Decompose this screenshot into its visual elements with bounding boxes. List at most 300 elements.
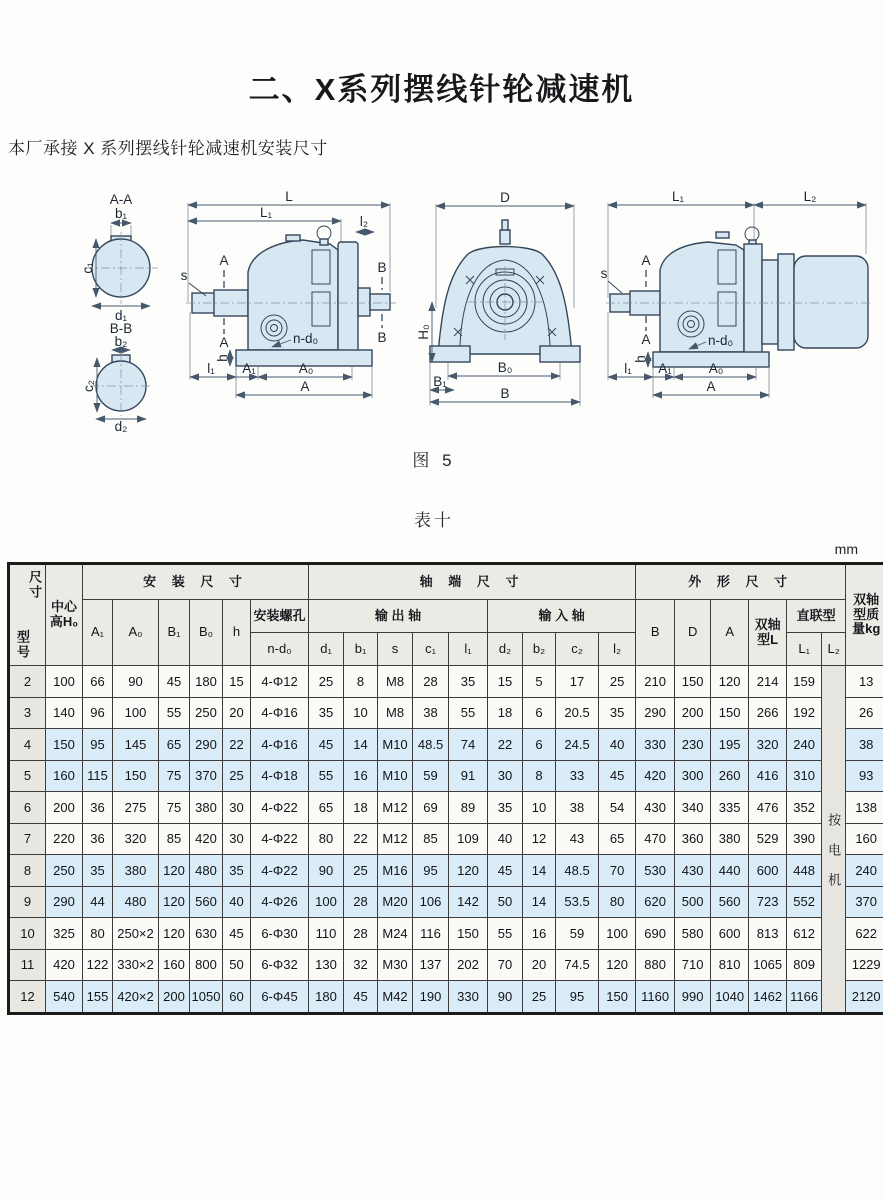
table-cell: 500 <box>675 886 711 918</box>
table-cell: 54 <box>599 792 636 824</box>
table-cell: 90 <box>113 666 159 698</box>
table-cell: 809 <box>787 949 822 981</box>
header-weight-line3: 量kg <box>852 621 881 637</box>
table-cell: 448 <box>787 855 822 887</box>
table-cell: 480 <box>113 886 159 918</box>
table-cell: 155 <box>83 981 113 1014</box>
dim-c2: c₂ <box>81 380 96 392</box>
table-cell: 15 <box>488 666 523 698</box>
dim-c1: c₁ <box>80 262 95 274</box>
table-cell: 290 <box>190 729 223 761</box>
table-cell: M10 <box>378 760 413 792</box>
table-cell: 380 <box>711 823 749 855</box>
table-row <box>9 729 883 761</box>
table-cell: 210 <box>636 666 675 698</box>
header-col-A: A <box>711 600 749 666</box>
table-cell: 710 <box>675 949 711 981</box>
table-cell: 4-Φ22 <box>251 855 309 887</box>
dim-l1-motor: l₁ <box>624 361 632 376</box>
table-cell: 620 <box>636 886 675 918</box>
table-cell: 48.5 <box>556 855 599 887</box>
table-cell: 200 <box>46 792 83 824</box>
table-cell: 529 <box>749 823 787 855</box>
table-cell: 8 <box>523 760 556 792</box>
table-cell: 266 <box>749 697 787 729</box>
label-ndo: n-d₀ <box>293 331 319 346</box>
table-cell: 30 <box>223 823 251 855</box>
table-cell: 800 <box>190 949 223 981</box>
table-cell: 60 <box>223 981 251 1014</box>
table-cell: 96 <box>83 697 113 729</box>
dim-A1-motor: A₁ <box>658 361 672 376</box>
table-cell: 390 <box>787 823 822 855</box>
table-cell: 420 <box>46 949 83 981</box>
table-row <box>9 886 883 918</box>
dim-B1: B₁ <box>433 374 447 389</box>
table-cell: 122 <box>83 949 113 981</box>
dim-L1: L₁ <box>259 205 273 220</box>
table-cell: 330×2 <box>113 949 159 981</box>
table-cell: 100 <box>113 697 159 729</box>
table-cell: 150 <box>711 697 749 729</box>
table-cell: 90 <box>488 981 523 1014</box>
table-cell: 12 <box>9 981 46 1014</box>
table-cell: 65 <box>599 823 636 855</box>
table-cell: 100 <box>46 666 83 698</box>
header-dual-L <box>749 600 787 666</box>
section-bb-label: B-B <box>109 321 133 336</box>
table-cell: 150 <box>675 666 711 698</box>
table-cell: 38 <box>413 697 449 729</box>
table-cell: 630 <box>190 918 223 950</box>
table-cell: M12 <box>378 792 413 824</box>
front-view <box>416 190 580 406</box>
table-cell: 24.5 <box>556 729 599 761</box>
table-cell: 28 <box>413 666 449 698</box>
section-view-bb <box>81 321 152 432</box>
table-cell: 22 <box>488 729 523 761</box>
header-output-shaft: 输 出 轴 <box>309 600 488 633</box>
section-aa-label: A-A <box>109 192 133 207</box>
header-center-height-line1: 中心 <box>50 599 77 615</box>
table-cell: 100 <box>599 918 636 950</box>
table-cell: 190 <box>413 981 449 1014</box>
table-cell: 8 <box>9 855 46 887</box>
table-cell: 160 <box>159 949 190 981</box>
table-cell: 55 <box>309 760 344 792</box>
table-cell: 22 <box>223 729 251 761</box>
table-cell: 220 <box>46 823 83 855</box>
table-cell: 540 <box>46 981 83 1014</box>
table-cell: 622 <box>846 918 883 950</box>
table-cell: 45 <box>599 760 636 792</box>
table-cell: 200 <box>159 981 190 1014</box>
header-col-L1: L₁ <box>787 633 822 666</box>
table-cell: 250×2 <box>113 918 159 950</box>
table-cell: 35 <box>223 855 251 887</box>
header-model-top: 尺寸 <box>27 570 42 600</box>
table-cell: 150 <box>46 729 83 761</box>
table-cell: 4 <box>9 729 46 761</box>
header-input-shaft: 输 入 轴 <box>488 600 636 633</box>
table-cell: 1160 <box>636 981 675 1014</box>
table-cell: 4-Φ26 <box>251 886 309 918</box>
table-cell: 180 <box>309 981 344 1014</box>
header-dual-L-line1: 双轴 <box>754 616 781 632</box>
table-cell: 260 <box>711 760 749 792</box>
table-cell: 85 <box>413 823 449 855</box>
table-cell: 70 <box>488 949 523 981</box>
table-cell: 1040 <box>711 981 749 1014</box>
table-cell: 40 <box>223 886 251 918</box>
dimension-table-wrap <box>7 562 883 1015</box>
table-cell: 530 <box>636 855 675 887</box>
table-cell: 40 <box>599 729 636 761</box>
dim-l2: l₂ <box>359 214 369 229</box>
table-cell: 5 <box>523 666 556 698</box>
dim-d1: d₁ <box>114 308 128 323</box>
section-mark-b-bottom: B <box>377 330 387 345</box>
table-cell: 560 <box>190 886 223 918</box>
table-cell: 150 <box>113 760 159 792</box>
table-cell: 310 <box>787 760 822 792</box>
table-cell: 240 <box>787 729 822 761</box>
table-cell: 2 <box>9 666 46 698</box>
table-cell: 370 <box>190 760 223 792</box>
dimension-table <box>7 562 883 1015</box>
table-cell: 120 <box>159 886 190 918</box>
table-cell: 140 <box>46 697 83 729</box>
motor-note-cell: 按电机 <box>822 666 846 1014</box>
table-cell: 580 <box>675 918 711 950</box>
table-cell: 1229 <box>846 949 883 981</box>
table-cell: 28 <box>344 918 378 950</box>
table-cell: 560 <box>711 886 749 918</box>
table-cell: 150 <box>599 981 636 1014</box>
table-cell: 18 <box>488 697 523 729</box>
table-cell: 95 <box>556 981 599 1014</box>
table-row <box>9 855 883 887</box>
table-cell: 38 <box>846 729 883 761</box>
table-cell: 16 <box>344 760 378 792</box>
table-cell: 95 <box>83 729 113 761</box>
header-col-b1: b₁ <box>344 633 378 666</box>
header-col-ndo: n-d₀ <box>251 633 309 666</box>
header-dual-L-line2: 型L <box>757 631 779 647</box>
page-title: 二、X系列摆线针轮减速机 <box>248 72 635 107</box>
table-cell: 10 <box>344 697 378 729</box>
table-cell: 55 <box>488 918 523 950</box>
table-cell: 420 <box>190 823 223 855</box>
table-cell: 380 <box>190 792 223 824</box>
table-cell: 1166 <box>787 981 822 1014</box>
section-mark-a-top: A <box>219 253 229 268</box>
header-center-height <box>46 564 83 666</box>
label-s: s <box>180 268 188 283</box>
table-cell: 38 <box>556 792 599 824</box>
table-cell: 330 <box>636 729 675 761</box>
table-cell: 1065 <box>749 949 787 981</box>
table-cell: 320 <box>113 823 159 855</box>
table-cell: 813 <box>749 918 787 950</box>
table-cell: 880 <box>636 949 675 981</box>
table-cell: 48.5 <box>413 729 449 761</box>
table-cell: 4-Φ12 <box>251 666 309 698</box>
dim-h: h <box>215 354 230 362</box>
table-cell: 36 <box>83 792 113 824</box>
table-cell: 35 <box>599 697 636 729</box>
table-cell: 50 <box>488 886 523 918</box>
table-row <box>9 823 883 855</box>
table-cell: 340 <box>675 792 711 824</box>
table-cell: 275 <box>113 792 159 824</box>
table-cell: 240 <box>846 855 883 887</box>
table-cell: 990 <box>675 981 711 1014</box>
table-cell: 22 <box>344 823 378 855</box>
table-cell: M20 <box>378 886 413 918</box>
table-cell: 6-Φ45 <box>251 981 309 1014</box>
table-cell: 66 <box>83 666 113 698</box>
table-cell: 25 <box>523 981 556 1014</box>
header-center-height-line2: 高H₀ <box>49 614 79 629</box>
table-cell: 145 <box>113 729 159 761</box>
table-cell: 325 <box>46 918 83 950</box>
header-screw: 安装螺孔 <box>251 600 309 633</box>
table-cell: 470 <box>636 823 675 855</box>
table-cell: 120 <box>711 666 749 698</box>
page-subtitle: 本厂承接 X 系列摆线针轮减速机安装尺寸 <box>8 139 328 158</box>
table-cell: 95 <box>413 855 449 887</box>
table-cell: 4-Φ22 <box>251 823 309 855</box>
table-cell: 40 <box>488 823 523 855</box>
table-cell: 8 <box>344 666 378 698</box>
table-cell: 36 <box>83 823 113 855</box>
table-row <box>9 949 883 981</box>
table-cell: 360 <box>675 823 711 855</box>
table-cell: 335 <box>711 792 749 824</box>
table-cell: 12 <box>523 823 556 855</box>
table-cell: 290 <box>46 886 83 918</box>
header-weight-line2: 型质 <box>853 606 880 622</box>
table-cell: M24 <box>378 918 413 950</box>
table-cell: 10 <box>9 918 46 950</box>
table-cell: 20 <box>223 697 251 729</box>
table-cell: 43 <box>556 823 599 855</box>
table-cell: 30 <box>223 792 251 824</box>
table-cell: 75 <box>159 792 190 824</box>
table-cell: 45 <box>309 729 344 761</box>
table-cell: 137 <box>413 949 449 981</box>
table-cell: 91 <box>449 760 488 792</box>
table-cell: 25 <box>344 855 378 887</box>
table-cell: 120 <box>599 949 636 981</box>
table-cell: 250 <box>46 855 83 887</box>
table-cell: 59 <box>413 760 449 792</box>
table-cell: 25 <box>309 666 344 698</box>
table-cell: 90 <box>309 855 344 887</box>
table-cell: M30 <box>378 949 413 981</box>
dim-L: L <box>285 190 293 204</box>
dim-A-motor: A <box>706 379 716 394</box>
header-col-d2: d₂ <box>488 633 523 666</box>
table-cell: 30 <box>488 760 523 792</box>
table-cell: 45 <box>344 981 378 1014</box>
table-row <box>9 697 883 729</box>
table-cell: 35 <box>488 792 523 824</box>
table-cell: 106 <box>413 886 449 918</box>
table-cell: 200 <box>675 697 711 729</box>
table-row <box>9 760 883 792</box>
table-cell: M10 <box>378 729 413 761</box>
table-cell: M42 <box>378 981 413 1014</box>
table-cell: 74.5 <box>556 949 599 981</box>
table-cell: 115 <box>83 760 113 792</box>
table-cell: 116 <box>413 918 449 950</box>
table-cell: 159 <box>787 666 822 698</box>
table-cell: 109 <box>449 823 488 855</box>
table-cell: 320 <box>749 729 787 761</box>
table-cell: 142 <box>449 886 488 918</box>
table-cell: 250 <box>190 697 223 729</box>
table-cell: 4-Φ16 <box>251 697 309 729</box>
table-cell: 6 <box>523 729 556 761</box>
section-mark-a-bottom-motor: A <box>641 332 651 347</box>
table-cell: 18 <box>344 792 378 824</box>
table-cell: 25 <box>599 666 636 698</box>
header-col-b2: b₂ <box>523 633 556 666</box>
table-cell: 80 <box>599 886 636 918</box>
table-cell: 59 <box>556 918 599 950</box>
header-model-bottom: 型号 <box>14 630 30 660</box>
header-direct-group: 直联型 <box>787 600 846 633</box>
table-cell: 810 <box>711 949 749 981</box>
header-col-B0: B₀ <box>190 600 223 666</box>
table-cell: 93 <box>846 760 883 792</box>
table-cell: 430 <box>636 792 675 824</box>
header-col-h: h <box>223 600 251 666</box>
label-ndo-motor: n-d₀ <box>708 333 734 348</box>
table-cell: 26 <box>846 697 883 729</box>
unit-label: mm <box>834 541 858 557</box>
table-cell: 85 <box>159 823 190 855</box>
table-cell: 6-Φ32 <box>251 949 309 981</box>
section-mark-b-top: B <box>377 260 387 275</box>
header-col-A0: A₀ <box>113 600 159 666</box>
table-cell: 45 <box>488 855 523 887</box>
table-cell: 380 <box>113 855 159 887</box>
table-cell: 55 <box>159 697 190 729</box>
header-col-c2: c₂ <box>556 633 599 666</box>
table-cell: 420×2 <box>113 981 159 1014</box>
table-cell: 35 <box>83 855 113 887</box>
table-cell: 120 <box>159 855 190 887</box>
table-cell: 160 <box>46 760 83 792</box>
table-cell: 195 <box>711 729 749 761</box>
dim-b1: b₁ <box>114 206 128 221</box>
table-cell: 17 <box>556 666 599 698</box>
table-cell: 192 <box>787 697 822 729</box>
table-cell: 6-Φ30 <box>251 918 309 950</box>
table-cell: 14 <box>523 886 556 918</box>
table-caption: 表十 <box>414 511 454 530</box>
table-cell: 33 <box>556 760 599 792</box>
table-cell: 4-Φ18 <box>251 760 309 792</box>
dim-l1: l₁ <box>207 361 215 376</box>
dim-h-motor: h <box>633 355 648 363</box>
header-model <box>9 564 46 666</box>
table-cell: 6 <box>9 792 46 824</box>
side-view-motor <box>601 190 872 398</box>
header-col-L2: L₂ <box>822 633 846 666</box>
table-cell: 7 <box>9 823 46 855</box>
dim-B0: B₀ <box>497 360 513 375</box>
header-col-D: D <box>675 600 711 666</box>
header-col-l1: l₁ <box>449 633 488 666</box>
table-cell: 89 <box>449 792 488 824</box>
table-row <box>9 981 883 1014</box>
table-cell: 130 <box>309 949 344 981</box>
dim-d2: d₂ <box>114 419 128 432</box>
table-cell: 14 <box>523 855 556 887</box>
table-cell: 612 <box>787 918 822 950</box>
table-cell: 20 <box>523 949 556 981</box>
header-col-B1: B₁ <box>159 600 190 666</box>
dim-L2-motor: L₂ <box>803 190 817 204</box>
table-cell: 4-Φ22 <box>251 792 309 824</box>
table-cell: 420 <box>636 760 675 792</box>
table-cell: 32 <box>344 949 378 981</box>
section-view-aa <box>80 192 158 323</box>
table-cell: 11 <box>9 949 46 981</box>
table-body <box>9 666 883 1014</box>
table-cell: 45 <box>159 666 190 698</box>
table-cell: 214 <box>749 666 787 698</box>
table-cell: M8 <box>378 666 413 698</box>
table-cell: 430 <box>675 855 711 887</box>
technical-drawing <box>8 190 876 432</box>
table-cell: 74 <box>449 729 488 761</box>
table-cell: 100 <box>309 886 344 918</box>
table-cell: 5 <box>9 760 46 792</box>
table-cell: 476 <box>749 792 787 824</box>
section-mark-a-top-motor: A <box>641 253 651 268</box>
table-cell: 110 <box>309 918 344 950</box>
header-col-l2: l₂ <box>599 633 636 666</box>
table-cell: 50 <box>223 949 251 981</box>
table-cell: 180 <box>190 666 223 698</box>
dim-D: D <box>500 190 510 205</box>
table-cell: 290 <box>636 697 675 729</box>
table-cell: 53.5 <box>556 886 599 918</box>
table-cell: 45 <box>223 918 251 950</box>
header-weight-line1: 双轴 <box>853 591 880 607</box>
table-cell: 300 <box>675 760 711 792</box>
table-cell: 65 <box>159 729 190 761</box>
header-col-d1: d₁ <box>309 633 344 666</box>
figure-caption: 图 5 <box>412 451 456 470</box>
table-cell: 80 <box>83 918 113 950</box>
table-cell: 160 <box>846 823 883 855</box>
header-col-A1: A₁ <box>83 600 113 666</box>
table-cell: 600 <box>749 855 787 887</box>
table-cell: 150 <box>449 918 488 950</box>
header-outline-group: 外 形 尺 寸 <box>636 564 846 600</box>
table-cell: 416 <box>749 760 787 792</box>
table-cell: 120 <box>449 855 488 887</box>
table-cell: M8 <box>378 697 413 729</box>
label-s-motor: s <box>600 266 608 281</box>
table-cell: 70 <box>599 855 636 887</box>
